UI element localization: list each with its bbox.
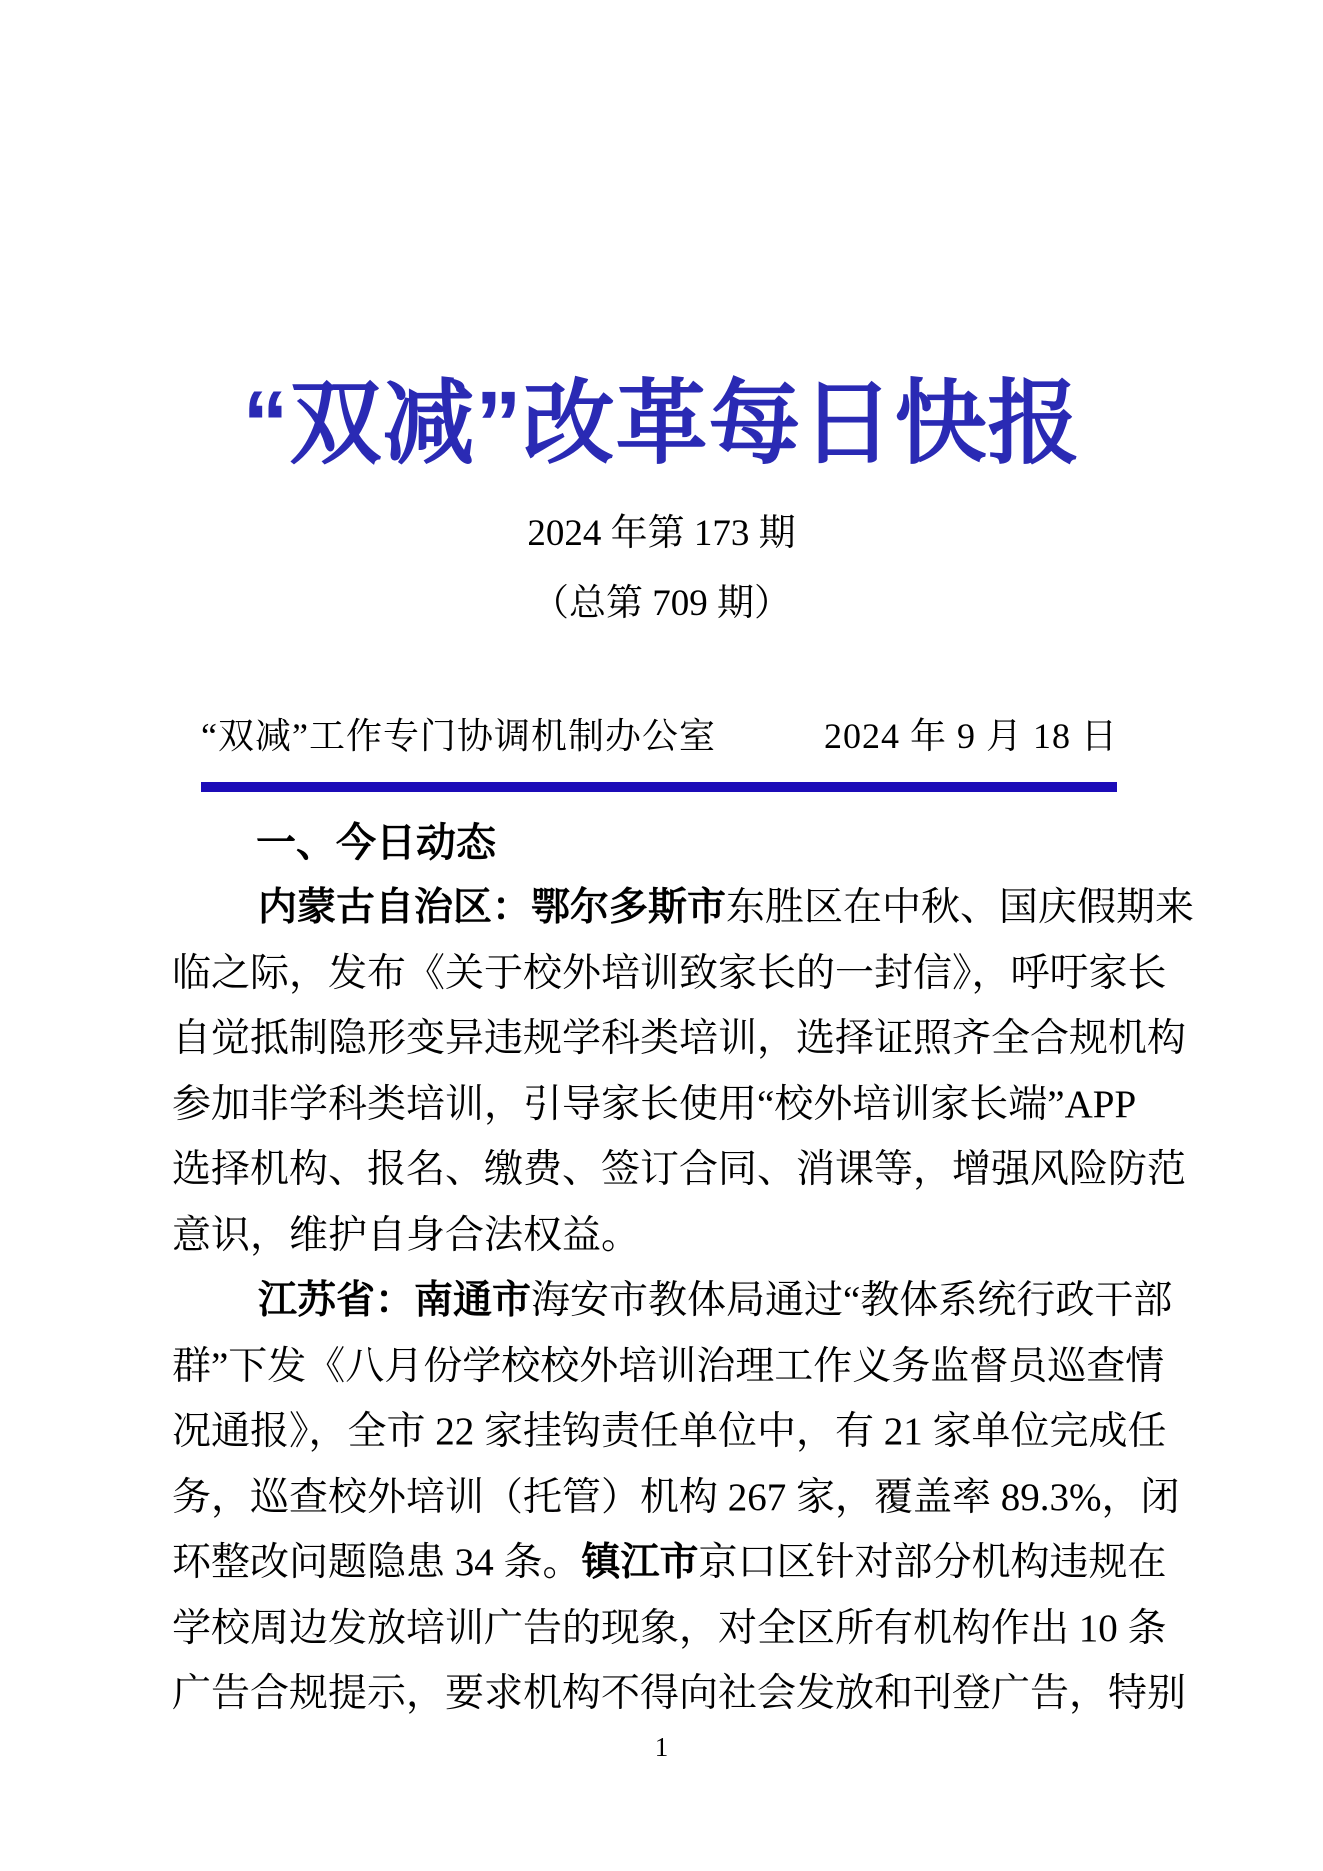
body-line — [172, 941, 1167, 1007]
body-line — [172, 1006, 1187, 1072]
body-segment: 意识，维护自身合法权益。 — [172, 1213, 641, 1257]
section-heading: 一、今日动态 — [256, 821, 496, 865]
body-segment: 参加非学科类培训，引导家长使用“校外培训家长端”APP — [172, 1082, 1137, 1126]
body-line — [172, 1530, 1167, 1596]
document-title: “双减”改革每日快报 — [242, 373, 1081, 475]
body-line — [172, 1334, 1165, 1400]
body-segment-bold: 镇江市 — [581, 1541, 699, 1584]
body-segment: 海安市教体局通过“教体系统行政干部 — [531, 1279, 1173, 1322]
issuing-office: “双减”工作专门协调机制办公室 — [201, 716, 716, 756]
body-segment-bold: 江苏省：南通市 — [258, 1279, 532, 1322]
body-segment-bold: 内蒙古自治区：鄂尔多斯市 — [258, 886, 727, 929]
body-line — [172, 875, 1195, 941]
body-line — [172, 1399, 1167, 1465]
body-segment: 务，巡查校外培训（托管）机构 267 家，覆盖率 89.3%，闭 — [172, 1475, 1180, 1519]
body-line — [172, 1072, 1137, 1138]
body-segment: 况通报》，全市 22 家挂钩责任单位中，有 21 家单位完成任 — [172, 1410, 1167, 1453]
body-segment: 选择机构、报名、缴费、签订合同、消课等，增强风险防范 — [172, 1148, 1187, 1191]
body-segment: 自觉抵制隐形变异违规学科类培训，选择证照齐全合规机构 — [172, 1017, 1187, 1060]
body-line — [172, 1661, 1187, 1727]
body-segment: 群”下发《八月份学校校外培训治理工作义务监督员巡查情 — [172, 1344, 1165, 1388]
body-segment: 广告合规提示，要求机构不得向社会发放和刊登广告，特别 — [172, 1672, 1187, 1715]
body-segment: 临之际，发布《关于校外培训致家长的一封信》，呼吁家长 — [172, 951, 1167, 995]
page-number: 1 — [654, 1732, 669, 1762]
body-line — [172, 1203, 1118, 1269]
office-date-row — [201, 714, 1118, 758]
body-line — [172, 1596, 1167, 1662]
body-line — [172, 1268, 1173, 1334]
body-segment: 环整改问题隐患 34 条。 — [172, 1541, 582, 1584]
issue-date: 2024 年 9 月 18 日 — [823, 716, 1118, 756]
body-text — [172, 875, 1195, 1727]
issue-number: 2024 年第 173 期 — [527, 513, 796, 554]
body-line — [172, 1465, 1180, 1531]
issue-total-number: （总第 709 期） — [532, 583, 791, 624]
body-segment: 学校周边发放培训广告的现象，对全区所有机构作出 10 条 — [172, 1606, 1167, 1650]
body-segment: 东胜区在中秋、国庆假期来 — [726, 886, 1195, 929]
header-divider-rule — [201, 782, 1117, 792]
body-segment: 京口区针对部分机构违规在 — [698, 1541, 1167, 1584]
body-line — [172, 1137, 1187, 1203]
